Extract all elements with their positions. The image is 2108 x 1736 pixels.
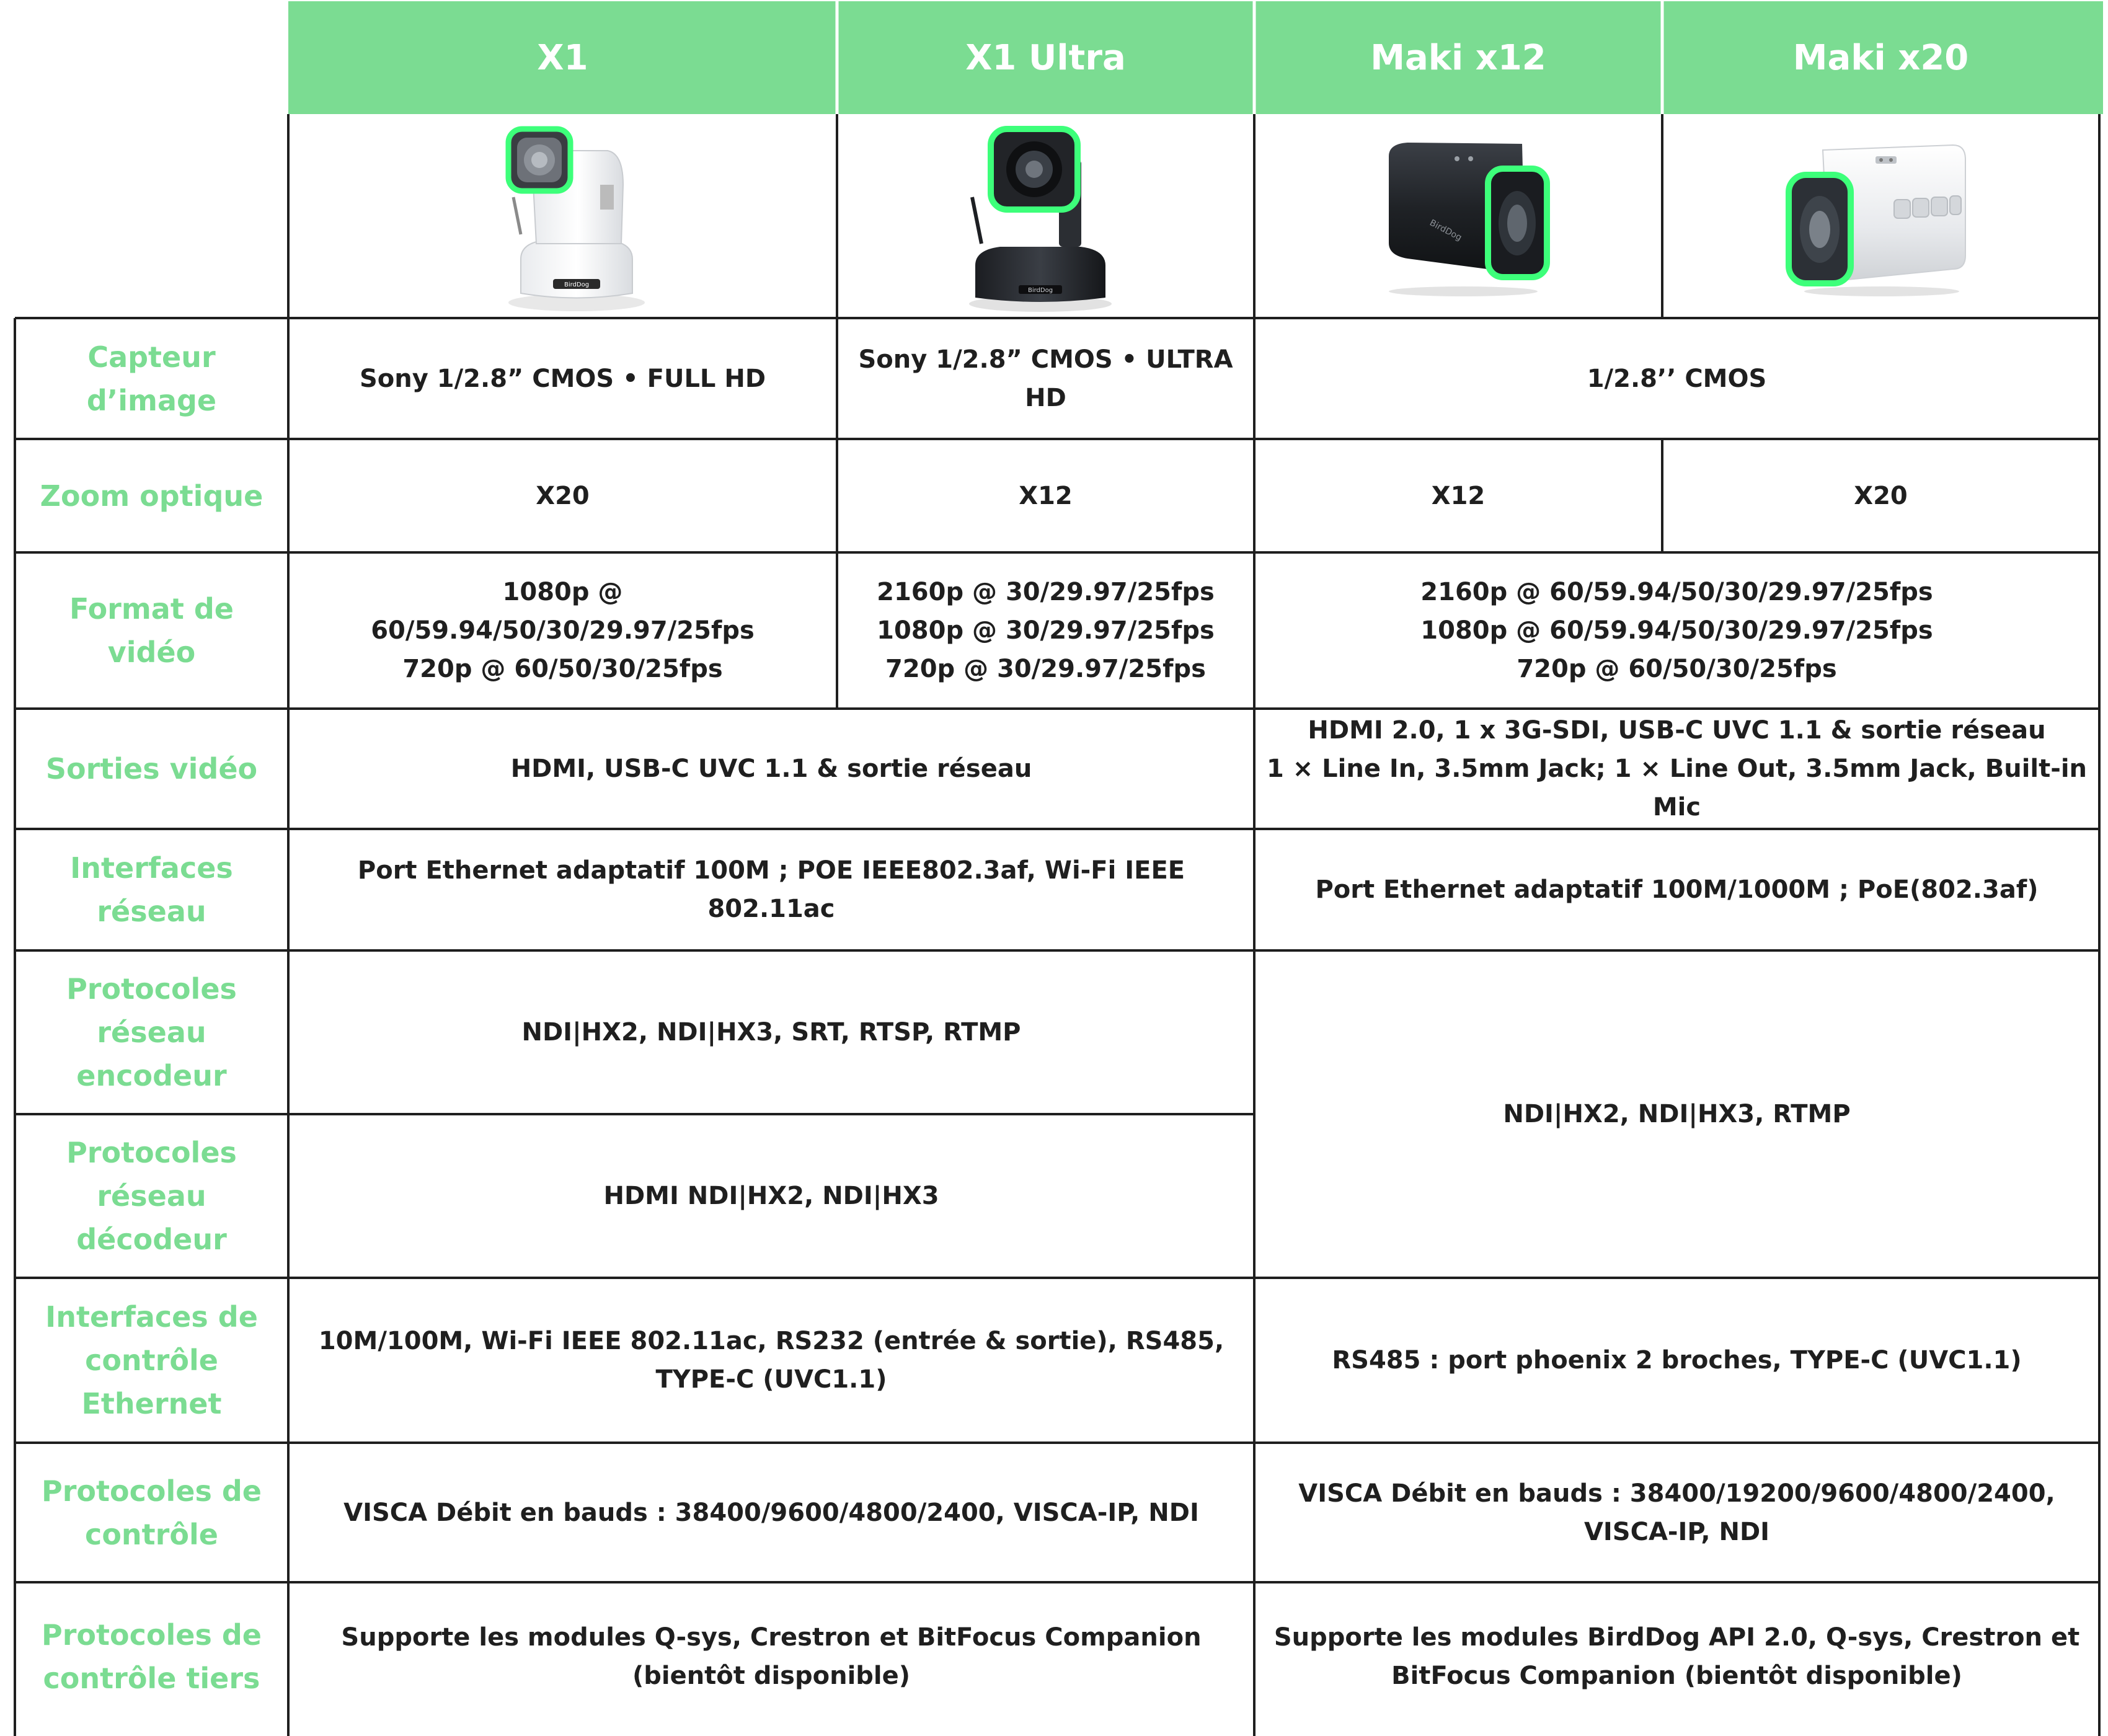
column-header-x1-ultra: X1 Ultra: [965, 37, 1126, 78]
row-label-protocoles-encodeur: Protocoles réseau encodeur: [66, 972, 237, 1092]
cell-zoom-maki-x20: X20: [1854, 481, 1908, 510]
cell-interfaces-controle-x1: 10M/100M, Wi-Fi IEEE 802.11ac, RS232 (entrée & sortie), RS485, TYPE-C (UVC1.1): [318, 1327, 1224, 1394]
cell-zoom-x1-ultra: X12: [1019, 481, 1073, 510]
cell-protocoles-decodeur-x1: HDMI NDI|HX2, NDI|HX3: [603, 1182, 939, 1210]
cell-format-maki: 2160p @ 60/59.94/50/30/29.97/25fps 1080p @ 60/59.94/50/30/29.97/25fps 720p @ 60/50/30/25fps: [1420, 578, 1933, 683]
x1-camera-image: [484, 117, 670, 315]
cell-protocoles-tiers-maki: Supporte les modules BirdDog API 2.0, Q-sys, Crestron et BitFocus Companion (bientôt disponible): [1273, 1623, 2080, 1690]
cell-zoom-x1: X20: [536, 481, 590, 510]
cell-interfaces-controle-maki: RS485 : port phoenix 2 broches, TYPE-C (UVC1.1): [1332, 1346, 2022, 1375]
row-label-capteur: Capteur d’image: [86, 340, 217, 417]
row-label-interfaces-controle: Interfaces de contrôle Ethernet: [45, 1300, 258, 1420]
cell-protocoles-encodeur-x1: NDI|HX2, NDI|HX3, SRT, RTSP, RTMP: [521, 1018, 1021, 1047]
cell-protocoles-tiers-x1: Supporte les modules Q-sys, Crestron et BitFocus Companion (bientôt disponible): [341, 1623, 1202, 1690]
row-label-protocoles-controle: Protocoles de contrôle: [42, 1474, 262, 1551]
row-label-protocoles-tiers: Protocoles de contrôle tiers: [42, 1618, 262, 1695]
row-label-format: Format de vidéo: [69, 592, 234, 669]
cell-format-x1: 1080p @ 60/59.94/50/30/29.97/25fps 720p @ 60/50/30/25fps: [371, 578, 755, 683]
row-label-interfaces-reseau: Interfaces réseau: [70, 851, 233, 928]
x1-ultra-camera-image: [947, 117, 1133, 315]
row-label-sorties: Sorties vidéo: [45, 752, 258, 786]
cell-zoom-maki-x12: X12: [1431, 481, 1486, 510]
svg-text:BirdDog: BirdDog: [1027, 287, 1053, 294]
cell-protocoles-controle-maki: VISCA Débit en bauds : 38400/19200/9600/4800/2400, VISCA-IP, NDI: [1298, 1479, 2055, 1546]
cell-format-x1-ultra: 2160p @ 30/29.97/25fps 1080p @ 30/29.97/25fps 720p @ 30/29.97/25fps: [877, 578, 1215, 683]
cell-sorties-x1: HDMI, USB-C UVC 1.1 & sortie réseau: [510, 755, 1032, 783]
maki-x12-camera-image: [1370, 131, 1556, 299]
maki-x20-camera-image: [1779, 131, 1978, 299]
cell-protocoles-reseau-maki: NDI|HX2, NDI|HX3, RTMP: [1503, 1100, 1851, 1128]
cell-capteur-x1: Sony 1/2.8” CMOS • FULL HD: [359, 364, 766, 393]
cell-interfaces-reseau-maki: Port Ethernet adaptatif 100M/1000M ; PoE(802.3af): [1315, 875, 2039, 904]
svg-text:BirdDog: BirdDog: [564, 281, 590, 288]
column-header-maki-x20: Maki x20: [1792, 37, 1969, 78]
svg-text:BirdDog: BirdDog: [1428, 218, 1464, 243]
cell-protocoles-controle-x1: VISCA Débit en bauds : 38400/9600/4800/2400, VISCA-IP, NDI: [343, 1498, 1199, 1527]
column-header-x1: X1: [537, 37, 588, 78]
row-label-zoom: Zoom optique: [40, 479, 264, 513]
cell-sorties-maki: HDMI 2.0, 1 x 3G-SDI, USB-C UVC 1.1 & sortie réseau 1 × Line In, 3.5mm Jack; 1 × Line Out, 3.5mm Jack, Built-in Mic: [1266, 716, 2088, 822]
column-header-maki-x12: Maki x12: [1370, 37, 1546, 78]
cell-interfaces-reseau-x1: Port Ethernet adaptatif 100M ; POE IEEE802.3af, Wi-Fi IEEE 802.11ac: [357, 856, 1185, 923]
row-label-protocoles-decodeur: Protocoles réseau décodeur: [66, 1136, 237, 1256]
cell-capteur-x1-ultra: Sony 1/2.8” CMOS • ULTRA HD: [858, 345, 1233, 412]
cell-capteur-maki: 1/2.8’’ CMOS: [1587, 364, 1767, 393]
